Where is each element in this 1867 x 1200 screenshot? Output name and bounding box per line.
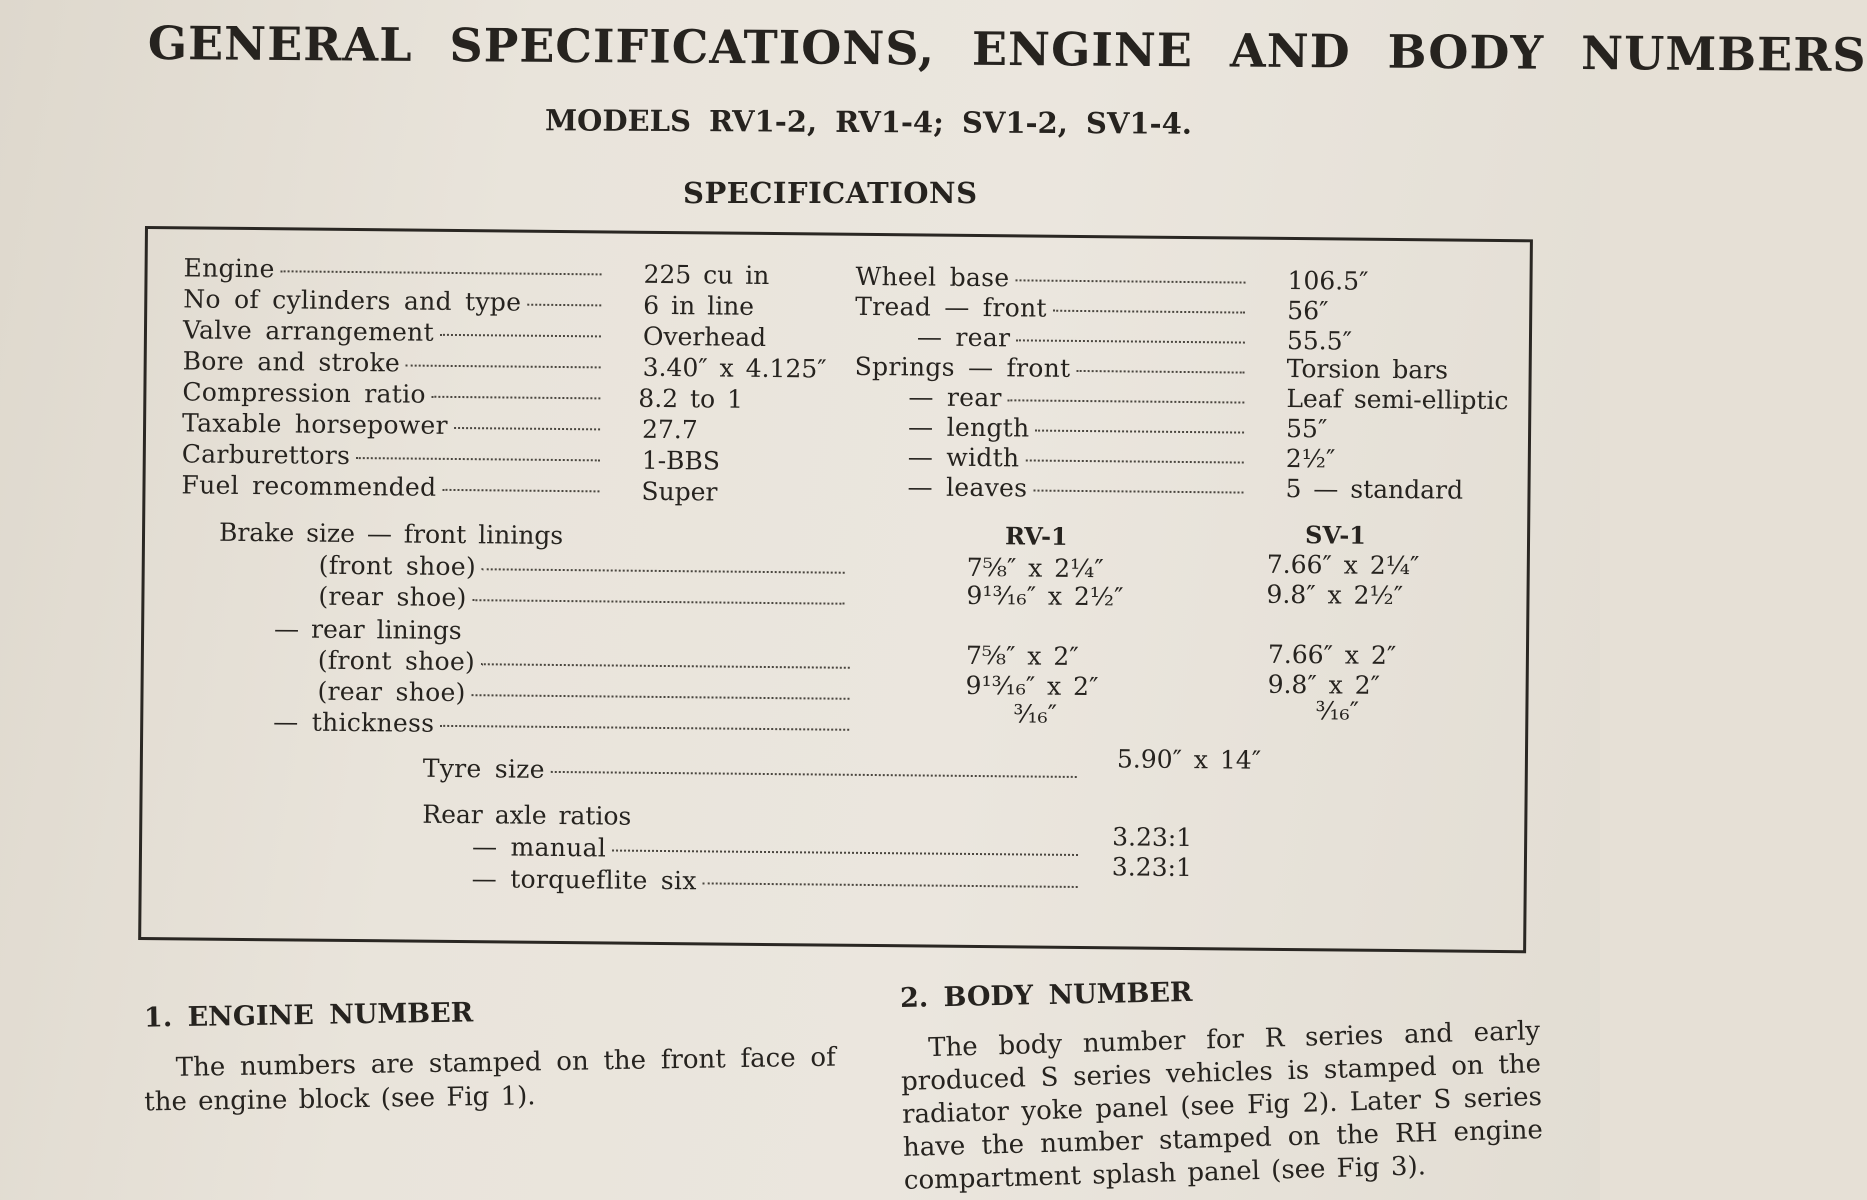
dot-leader bbox=[612, 850, 1078, 856]
spec-value: 2½″ bbox=[1285, 443, 1336, 474]
brake-label: — thickness bbox=[273, 707, 435, 738]
dot-leader bbox=[281, 270, 602, 275]
spec-label: Valve arrangement bbox=[182, 315, 435, 347]
spec-label: Engine bbox=[183, 253, 275, 284]
specifications-heading: SPECIFICATIONS bbox=[683, 176, 978, 210]
brake-value-sv1: 7.66″ x 2¼″ bbox=[1266, 549, 1420, 581]
body-number-heading: 2. BODY NUMBER bbox=[899, 976, 1193, 1015]
spec-value: 3.40″ x 4.125″ bbox=[642, 352, 827, 384]
dot-leader bbox=[481, 663, 850, 669]
spec-label: Wheel base bbox=[855, 261, 1010, 293]
axle-value: 3.23:1 bbox=[1112, 822, 1193, 853]
dot-leader bbox=[1025, 459, 1243, 463]
page-title: GENERAL SPECIFICATIONS, ENGINE AND BODY NUMBERS bbox=[147, 16, 1867, 82]
tyre-row bbox=[423, 754, 1083, 792]
dot-leader bbox=[527, 304, 601, 307]
brake-value-rv1: ³⁄₁₆″ bbox=[1013, 699, 1058, 729]
spec-value: 1-BBS bbox=[641, 445, 721, 476]
dot-leader bbox=[551, 771, 1077, 778]
dot-leader bbox=[1008, 399, 1245, 403]
spec-label: — rear bbox=[908, 382, 1002, 413]
spec-value: Overhead bbox=[642, 321, 767, 352]
spec-value: 225 cu in bbox=[643, 259, 770, 290]
spec-value: 55.5″ bbox=[1286, 325, 1353, 356]
spec-value: Torsion bars bbox=[1286, 353, 1449, 385]
dot-leader bbox=[454, 427, 600, 430]
dot-leader bbox=[440, 725, 849, 731]
dot-leader bbox=[432, 396, 601, 400]
brake-label: (rear shoe) bbox=[318, 581, 467, 613]
brake-value-rv1: 9¹³⁄₁₆″ x 2″ bbox=[965, 670, 1099, 702]
dot-leader bbox=[406, 365, 601, 369]
spec-label: Carburettors bbox=[181, 439, 351, 470]
spec-label: — width bbox=[907, 442, 1020, 473]
spec-label: Taxable horsepower bbox=[181, 408, 448, 440]
axle-heading: Rear axle ratios bbox=[422, 799, 632, 831]
dot-leader bbox=[1015, 279, 1245, 283]
axle-row-torqueflite bbox=[472, 864, 1084, 902]
body-number-text: The body number for R series and early produced S series vehicles is stamped on the radiator yoke panel (see Fig 2). Later S series have the number stamped on the RH engine compartment splash panel (see Fig 3). bbox=[900, 1016, 1544, 1196]
spec-row-fuel bbox=[181, 470, 605, 506]
engine-number-heading: 1. ENGINE NUMBER bbox=[143, 997, 474, 1034]
spec-value: 8.2 to 1 bbox=[638, 383, 744, 414]
tyre-value: 5.90″ x 14″ bbox=[1116, 744, 1262, 775]
models-subtitle: MODELS RV1-2, RV1-4; SV1-2, SV1-4. bbox=[544, 103, 1193, 141]
brake-value-rv1: 9¹³⁄₁₆″ x 2½″ bbox=[966, 580, 1124, 612]
brake-rear-linings-heading: — rear linings bbox=[274, 614, 462, 646]
axle-value: 3.23:1 bbox=[1111, 852, 1193, 883]
spec-value: 55″ bbox=[1285, 413, 1328, 444]
axle-label: — manual bbox=[471, 832, 607, 863]
spec-label: — leaves bbox=[907, 472, 1028, 503]
dot-leader bbox=[356, 457, 600, 461]
brake-label: (rear shoe) bbox=[317, 676, 466, 708]
spec-value: 56″ bbox=[1287, 295, 1329, 326]
spec-label: Compression ratio bbox=[182, 377, 426, 409]
brake-row-front-rear-shoe bbox=[318, 582, 850, 619]
dot-leader bbox=[472, 694, 850, 700]
spec-row-tread-front bbox=[855, 292, 1251, 328]
dot-leader bbox=[1053, 310, 1245, 314]
spec-label: — length bbox=[907, 412, 1030, 443]
spec-value: 27.7 bbox=[641, 414, 698, 445]
column-head-sv1: SV-1 bbox=[1304, 520, 1367, 550]
brake-label: (front shoe) bbox=[317, 645, 476, 677]
dot-leader bbox=[473, 599, 845, 605]
dot-leader bbox=[1016, 339, 1245, 343]
spec-label: — rear bbox=[916, 322, 1011, 353]
brake-value-rv1: 7⅝″ x 2¼″ bbox=[966, 552, 1104, 584]
dot-leader bbox=[703, 882, 1078, 888]
brake-value-sv1: 9.8″ x 2½″ bbox=[1266, 579, 1404, 611]
spec-label: Fuel recommended bbox=[181, 470, 437, 502]
brake-label: (front shoe) bbox=[318, 550, 477, 582]
spec-label: Springs — front bbox=[854, 351, 1071, 383]
spec-label: No of cylinders and type bbox=[183, 284, 522, 317]
dot-leader bbox=[1076, 370, 1244, 374]
dot-leader bbox=[1033, 490, 1243, 494]
spec-label: Bore and stroke bbox=[182, 346, 401, 378]
engine-number-text: The numbers are stamped on the front face of the engine block (see Fig 1). bbox=[144, 1042, 836, 1118]
dot-leader bbox=[440, 334, 601, 338]
column-head-rv1: RV-1 bbox=[1004, 521, 1068, 551]
spec-value: Leaf semi-elliptic bbox=[1286, 383, 1509, 416]
brake-value-sv1: 7.66″ x 2″ bbox=[1267, 639, 1397, 671]
brake-value-rv1: 7⅝″ x 2″ bbox=[965, 640, 1079, 671]
spec-value: Super bbox=[641, 476, 718, 507]
brake-value-sv1: 9.8″ x 2″ bbox=[1267, 669, 1381, 700]
spec-label: Tread — front bbox=[855, 291, 1047, 323]
axle-label: — torqueflite six bbox=[471, 864, 697, 896]
specifications-table bbox=[138, 226, 1533, 953]
tyre-label: Tyre size bbox=[422, 753, 545, 784]
spec-value: 106.5″ bbox=[1287, 265, 1369, 296]
brake-heading: Brake size — front linings bbox=[218, 517, 564, 551]
dot-leader bbox=[1035, 430, 1244, 434]
spec-row-springs-leaves bbox=[907, 472, 1249, 507]
dot-leader bbox=[482, 568, 845, 573]
brake-value-sv1: ³⁄₁₆″ bbox=[1315, 696, 1360, 726]
spec-value: 6 in line bbox=[643, 290, 755, 321]
spec-value: 5 — standard bbox=[1285, 473, 1464, 505]
dot-leader bbox=[442, 489, 599, 493]
brake-row-thickness bbox=[273, 707, 855, 745]
